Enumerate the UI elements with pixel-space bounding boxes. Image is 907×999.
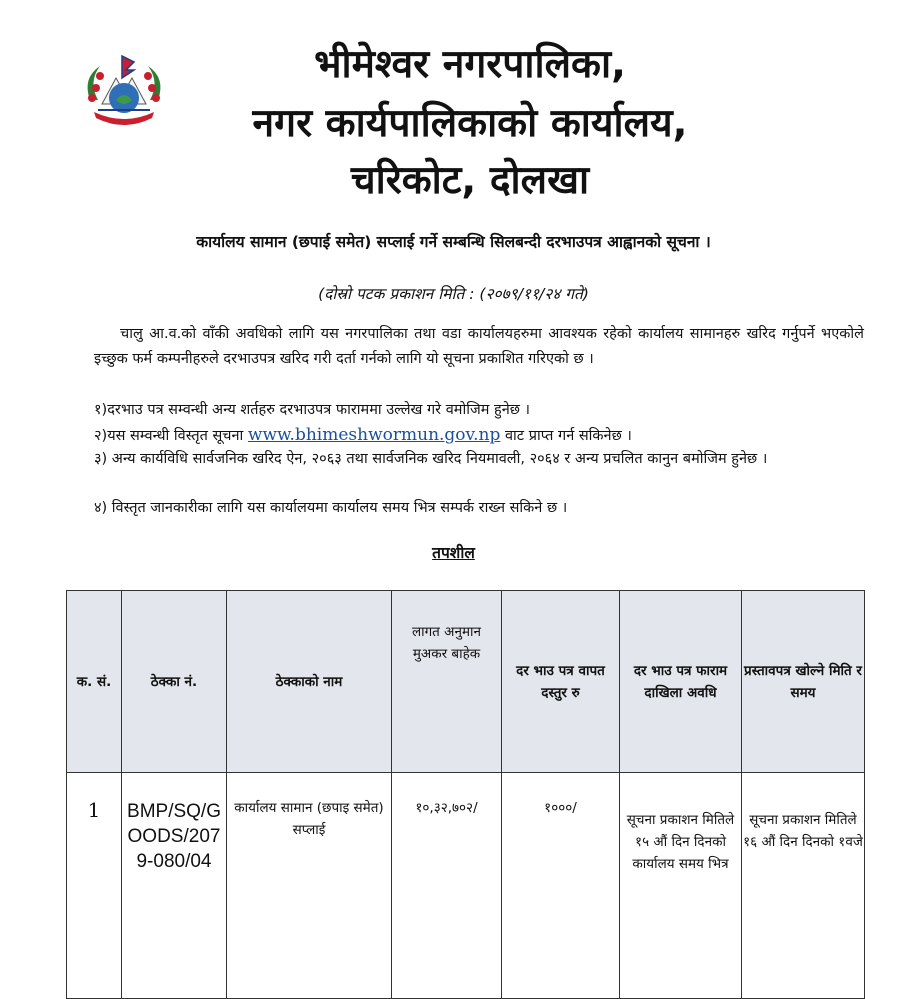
- header-sn: क. सं.: [67, 591, 122, 773]
- point-4: ४) विस्तृत जानकारीका लागि यस कार्यालयमा कार्यालय समय भित्र सम्पर्क राख्न सकिने छ ।: [94, 500, 568, 516]
- point-2-text-before: २)यस सम्वन्धी विस्तृत सूचना: [94, 428, 248, 444]
- website-link[interactable]: www.bhimeshwormun.gov.np: [247, 425, 501, 445]
- header-cost-estimate: लागत अनुमान मुअकर बाहेक: [392, 591, 502, 773]
- table-row: [67, 773, 865, 999]
- office-location: चरिकोट, दोलखा: [350, 158, 590, 203]
- point-2-text-after: वाट प्राप्त गर्न सकिनेछ ।: [500, 428, 632, 444]
- office-name: नगर कार्यपालिकाको कार्यालय,: [252, 101, 688, 146]
- cell-contract-name: कार्यालय सामान (छपाइ समेत) सप्लाई: [227, 773, 392, 999]
- municipality-name: भीमेश्वर नगरपालिका,: [314, 42, 626, 87]
- header-submission-period: दर भाउ पत्र फाराम दाखिला अवधि: [620, 591, 742, 773]
- schedule-title: तपशील: [432, 544, 475, 562]
- cell-contract-no: BMP/SQ/GOODS/2079-080/04: [122, 773, 227, 999]
- tender-table: [66, 590, 865, 999]
- cell-fee: १०००/: [502, 773, 620, 999]
- publication-date: (दोस्रो पटक प्रकाशन मिति : (२०७९/११/२४ गते): [318, 285, 589, 303]
- point-1: १)दरभाउ पत्र सम्वन्धी अन्य शर्तहरु दरभाउपत्र फाराममा उल्लेख गरे वमोजिम हुनेछ ।: [94, 402, 531, 418]
- intro-paragraph: चालु आ.व.को वाँकी अवधिको लागि यस नगरपालिका तथा वडा कार्यालयहरुमा आवश्यक रहेको कार्यालय सामानहरु खरिद गर्नुपर्ने भएकोले इच्छुक फर्म कम्पनीहरुले दरभाउपत्र खरिद गरी दर्ता गर्नको लागि यो सूचना प्रकाशित गरिएको छ ।: [94, 326, 864, 367]
- cell-sn: 1: [67, 773, 122, 999]
- header-opening: प्रस्तावपत्र खोल्ने मिति र समय: [742, 591, 865, 773]
- point-2: [94, 423, 864, 449]
- table-header-row: [67, 591, 865, 773]
- notice-subject: कार्यालय सामान (छपाई समेत) सप्लाई गर्ने सम्बन्धि सिलबन्दी दरभाउपत्र आह्वानको सूचना ।: [196, 233, 711, 251]
- cell-submission-period: सूचना प्रकाशन मितिले १५ औं दिन दिनको कार्यालय समय भित्र: [620, 773, 742, 999]
- header-contract-name: ठेक्काको नाम: [227, 591, 392, 773]
- header-fee: दर भाउ पत्र वापत दस्तुर रु: [502, 591, 620, 773]
- cell-opening: सूचना प्रकाशन मितिले १६ औं दिन दिनको १वजे: [742, 773, 865, 999]
- point-3: ३) अन्य कार्यविधि सार्वजनिक खरिद ऐन, २०६३ तथा सार्वजनिक खरिद नियमावली, २०६४ र अन्य प्रचलित कानुन बमोजिम हुनेछ ।: [94, 451, 768, 467]
- header-contract-no: ठेक्का नं.: [122, 591, 227, 773]
- cell-cost-estimate: १०,३२,७०२/: [392, 773, 502, 999]
